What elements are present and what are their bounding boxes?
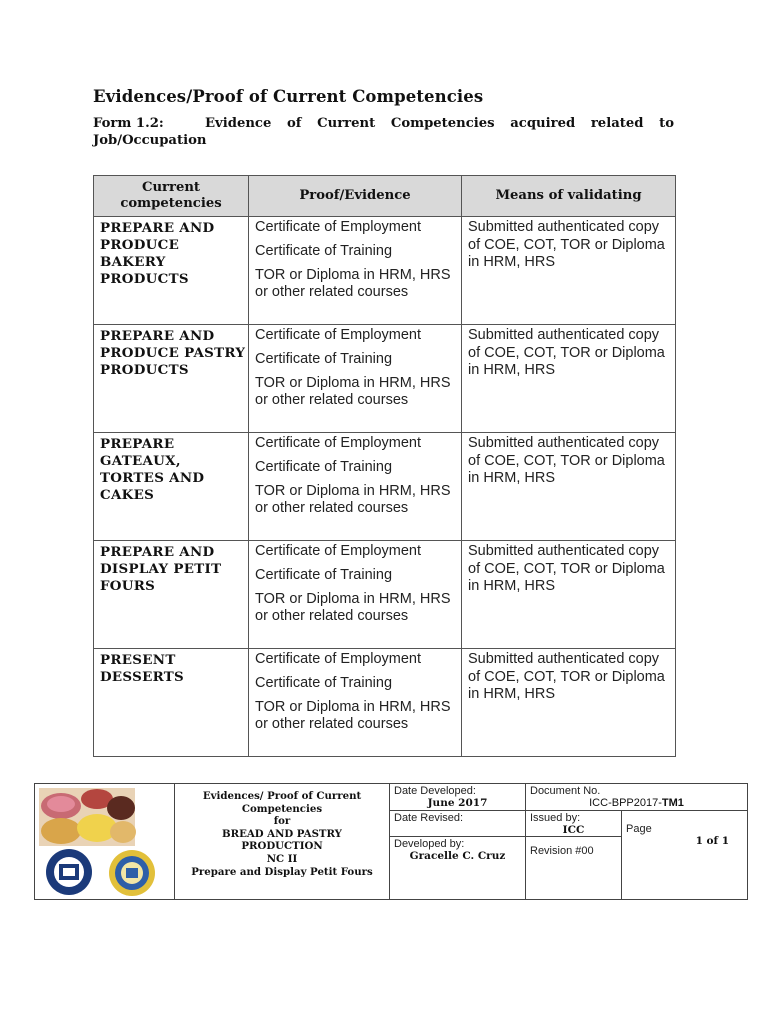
footer-title-line: Prepare and Display Petit Fours bbox=[191, 865, 373, 878]
school-seal-icon bbox=[103, 848, 161, 898]
table-row bbox=[94, 217, 676, 325]
proof-item: Certificate of Training bbox=[255, 351, 393, 367]
header-proof-evidence: Proof/Evidence bbox=[249, 176, 462, 217]
date-developed-label: Date Developed: bbox=[394, 785, 476, 797]
table-row bbox=[94, 325, 676, 433]
proof-cell bbox=[249, 649, 462, 757]
issued-by-value: ICC bbox=[562, 824, 585, 836]
competency-name: PREPARE GATEAUX, TORTES AND CAKES bbox=[100, 436, 205, 503]
proof-cell bbox=[249, 541, 462, 649]
proof-item: Certificate of Training bbox=[255, 567, 393, 583]
competency-cell bbox=[94, 541, 249, 649]
proof-item: TOR or Diploma in HRM, HRS or other related courses bbox=[255, 375, 451, 408]
competency-cell bbox=[94, 325, 249, 433]
footer-title-line: Competencies bbox=[241, 802, 323, 815]
proof-item: Certificate of Employment bbox=[255, 219, 422, 235]
footer-title-line: for bbox=[273, 815, 291, 828]
proof-item: Certificate of Training bbox=[255, 459, 393, 475]
issued-by-cell bbox=[526, 811, 622, 837]
proof-cell bbox=[249, 217, 462, 325]
developed-by-cell bbox=[390, 837, 526, 900]
proof-item: Certificate of Employment bbox=[255, 651, 422, 667]
proof-item: Certificate of Employment bbox=[255, 435, 422, 451]
proof-item: Certificate of Employment bbox=[255, 327, 422, 343]
date-developed-value: June 2017 bbox=[427, 797, 488, 809]
date-revised-cell bbox=[390, 811, 526, 837]
proof-item: Certificate of Employment bbox=[255, 543, 422, 559]
page-heading: Evidences/Proof of Current Competencies bbox=[93, 87, 484, 106]
footer-title-cell bbox=[175, 784, 390, 900]
tesda-seal-icon bbox=[41, 847, 97, 897]
table-row bbox=[94, 433, 676, 541]
document-no-value: ICC-BPP2017-TM1 bbox=[589, 797, 684, 809]
means-text: Submitted authenticated copy of COE, COT, TOR or Diploma in HRM, HRS bbox=[468, 435, 665, 486]
developed-by-value: Gracelle C. Cruz bbox=[409, 850, 506, 862]
proof-item: TOR or Diploma in HRM, HRS or other related courses bbox=[255, 483, 451, 516]
competency-name: PREPARE AND PRODUCE PASTRY PRODUCTS bbox=[100, 328, 246, 378]
competency-cell bbox=[94, 433, 249, 541]
means-text: Submitted authenticated copy of COE, COT, TOR or Diploma in HRM, HRS bbox=[468, 543, 665, 594]
proof-item: Certificate of Training bbox=[255, 675, 393, 691]
competency-cell bbox=[94, 217, 249, 325]
page-cell bbox=[622, 811, 748, 900]
developed-by-label: Developed by: bbox=[394, 838, 465, 850]
proof-item: Certificate of Training bbox=[255, 243, 393, 259]
table-row bbox=[94, 541, 676, 649]
competency-cell bbox=[94, 649, 249, 757]
proof-cell bbox=[249, 433, 462, 541]
header-current-competencies: Current competencies bbox=[94, 176, 249, 217]
footer-title-line: BREAD AND PASTRY bbox=[222, 827, 342, 840]
document-no-label: Document No. bbox=[530, 785, 601, 797]
means-text: Submitted authenticated copy of COE, COT, TOR or Diploma in HRM, HRS bbox=[468, 327, 665, 378]
proof-item: TOR or Diploma in HRM, HRS or other related courses bbox=[255, 699, 451, 732]
page-label: Page bbox=[626, 823, 652, 835]
issued-by-label: Issued by: bbox=[530, 812, 581, 824]
competency-name: PREPARE AND PRODUCE BAKERY PRODUCTS bbox=[100, 220, 215, 287]
document-no-cell bbox=[526, 784, 748, 811]
proof-cell bbox=[249, 325, 462, 433]
header-means-of-validating: Means of validating bbox=[462, 176, 676, 217]
form-text-line1: Evidence of Current Competencies acquired related to bbox=[205, 116, 674, 131]
means-cell bbox=[462, 433, 676, 541]
form-number: Form 1.2: bbox=[93, 116, 164, 131]
competency-table bbox=[93, 175, 676, 757]
form-text-line2: Job/Occupation bbox=[93, 133, 207, 148]
means-text: Submitted authenticated copy of COE, COT, TOR or Diploma in HRM, HRS bbox=[468, 219, 665, 270]
footer-title-line: Evidences/ Proof of Current bbox=[202, 790, 362, 802]
logo-cell bbox=[35, 784, 175, 900]
date-developed-cell bbox=[390, 784, 526, 811]
means-cell bbox=[462, 217, 676, 325]
means-cell bbox=[462, 649, 676, 757]
competency-name: PRESENT DESSERTS bbox=[100, 652, 184, 685]
footer-title-line: PRODUCTION bbox=[241, 840, 323, 853]
table-header-row bbox=[94, 176, 676, 217]
date-revised-label: Date Revised: bbox=[394, 812, 464, 824]
table-row bbox=[94, 649, 676, 757]
competency-name: PREPARE AND DISPLAY PETIT FOURS bbox=[100, 544, 222, 594]
means-cell bbox=[462, 541, 676, 649]
means-text: Submitted authenticated copy of COE, COT, TOR or Diploma in HRM, HRS bbox=[468, 651, 665, 702]
page-value: 1 of 1 bbox=[695, 835, 730, 847]
revision-cell bbox=[526, 837, 622, 900]
proof-item: TOR or Diploma in HRM, HRS or other related courses bbox=[255, 267, 451, 300]
document-footer bbox=[34, 783, 748, 900]
form-caption bbox=[93, 115, 674, 149]
proof-item: TOR or Diploma in HRM, HRS or other related courses bbox=[255, 591, 451, 624]
revision-value: Revision #00 bbox=[530, 845, 594, 857]
footer-title-line: NC II bbox=[266, 852, 298, 865]
means-cell bbox=[462, 325, 676, 433]
